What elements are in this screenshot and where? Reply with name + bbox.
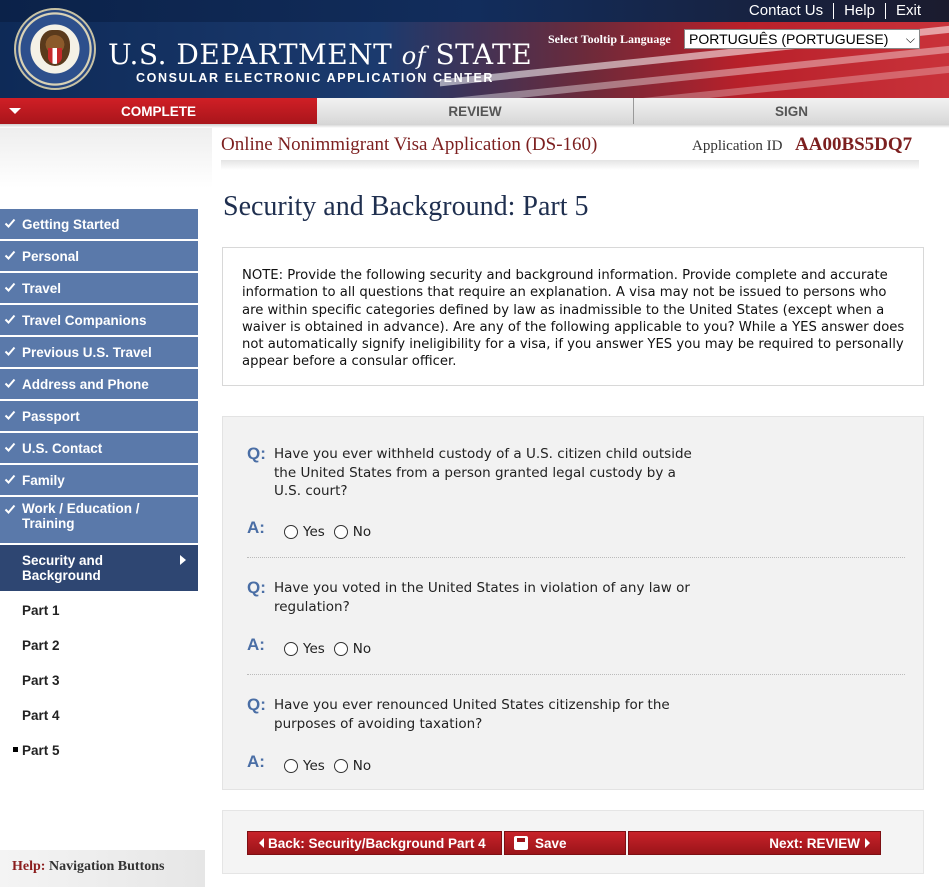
sidebar-subitem-part-3[interactable]: Part 3 [22,673,60,688]
save-disk-icon [514,836,528,850]
checkmark-icon [4,249,16,261]
sidebar-item-us-contact[interactable]: U.S. Contact [0,433,198,463]
application-id-label: Application ID [692,138,783,154]
q2-yes-radio[interactable] [284,642,298,656]
a-label: A: [247,752,265,771]
checkmark-icon [4,441,16,453]
sidebar-item-address-and-phone[interactable]: Address and Phone [0,369,198,399]
step-review: REVIEW [317,98,634,124]
current-bullet-icon [13,747,18,752]
answer-options: Yes No [284,641,380,657]
help-navigation-buttons[interactable]: Help: Navigation Buttons [0,850,205,887]
sidebar-item-previous-us-travel[interactable]: Previous U.S. Travel [0,337,198,367]
security-note: NOTE: Provide the following security and background information. Provide complete and accurate information to all questions that require an explanation. A visa may not be issued to persons who are within specific categories defined by law as inadmissible to the United States (except when a waiver is obtained in advance). Are any of the following applicable to you? While a YES answer does not automatically signify ineligibility for a visa, if you answer YES you may be required to personally appear before a consular officer. [222,247,924,386]
application-id: AA00BS5DQ7 [795,134,913,155]
sidebar-item-passport[interactable]: Passport [0,401,198,431]
exit-link[interactable]: Exit [895,2,921,19]
tooltip-language-label: Select Tooltip Language [548,32,671,46]
checkmark-icon [4,217,16,229]
question-text: Have you voted in the United States in violation of any law or regulation? [274,580,690,615]
sidebar-item-travel[interactable]: Travel [0,273,198,303]
checkmark-icon [4,281,16,293]
q-label: Q: [247,578,266,597]
help-link[interactable]: Help [844,2,875,19]
sidebar-nav [0,209,198,768]
checkmark-icon [4,313,16,325]
step-complete: COMPLETE [0,98,317,124]
checkmark-icon [4,409,16,421]
answer-options: Yes No [284,758,380,774]
sidebar-item-family[interactable]: Family [0,465,198,495]
a-label: A: [247,635,265,654]
page-title: Security and Background: Part 5 [223,191,589,222]
arrow-right-icon [865,838,870,848]
step-sign: SIGN [634,98,949,124]
next-button[interactable]: Next: REVIEW [628,831,881,855]
sidebar-item-work-education-training[interactable]: Work / Education / Training [0,497,198,543]
sidebar-item-travel-companions[interactable]: Travel Companions [0,305,198,335]
department-seal-icon [14,8,96,90]
checkmark-icon [4,473,16,485]
q1-yes-radio[interactable] [284,525,298,539]
question-text: Have you ever renounced United States citizenship for the purposes of avoiding taxation? [274,697,670,732]
sidebar-item-security-and-background[interactable]: Security and Background [0,545,198,591]
back-button[interactable]: Back: Security/Background Part 4 [247,831,502,855]
sidebar-subitem-part-5[interactable]: Part 5 [0,733,198,768]
sidebar-subitem-part-2[interactable]: Part 2 [22,638,60,653]
question-text: Have you ever withheld custody of a U.S. citizen child outside the United States from a person granted legal custody by a U.S. court? [274,446,692,499]
contact-us-link[interactable]: Contact Us [748,2,824,19]
navigation-button-bar [222,810,924,874]
a-label: A: [247,518,265,537]
site-header [0,0,949,98]
subagency-name: CONSULAR ELECTRONIC APPLICATION CENTER [136,71,495,85]
caret-down-icon [9,108,21,114]
questions-panel [222,416,924,790]
sidebar-item-getting-started[interactable]: Getting Started [0,209,198,239]
checkmark-icon [4,377,16,389]
checkmark-icon [4,345,16,357]
sidebar-item-personal[interactable]: Personal [0,241,198,271]
q1-no-radio[interactable] [334,525,348,539]
sidebar-subitem-part-1[interactable]: Part 1 [22,603,60,618]
q3-yes-radio[interactable] [284,759,298,773]
progress-steps [0,98,949,124]
arrow-left-icon [259,838,264,848]
agency-name: U.S. DEPARTMENT of STATE [108,38,533,71]
tooltip-language-select[interactable]: PORTUGUÊS (PORTUGUESE) ⌵ [684,29,920,49]
sidebar-subitem-part-4[interactable]: Part 4 [22,708,60,723]
q3-no-radio[interactable] [334,759,348,773]
arrow-right-icon [180,555,186,565]
answer-options: Yes No [284,524,380,540]
q-label: Q: [247,695,266,714]
q2-no-radio[interactable] [334,642,348,656]
chevron-down-icon: ⌵ [905,32,915,46]
q-label: Q: [247,444,266,463]
top-links [739,2,931,19]
save-button[interactable]: Save [504,831,626,855]
checkmark-icon [4,503,16,515]
application-title: Online Nonimmigrant Visa Application (DS-160) [221,134,598,155]
